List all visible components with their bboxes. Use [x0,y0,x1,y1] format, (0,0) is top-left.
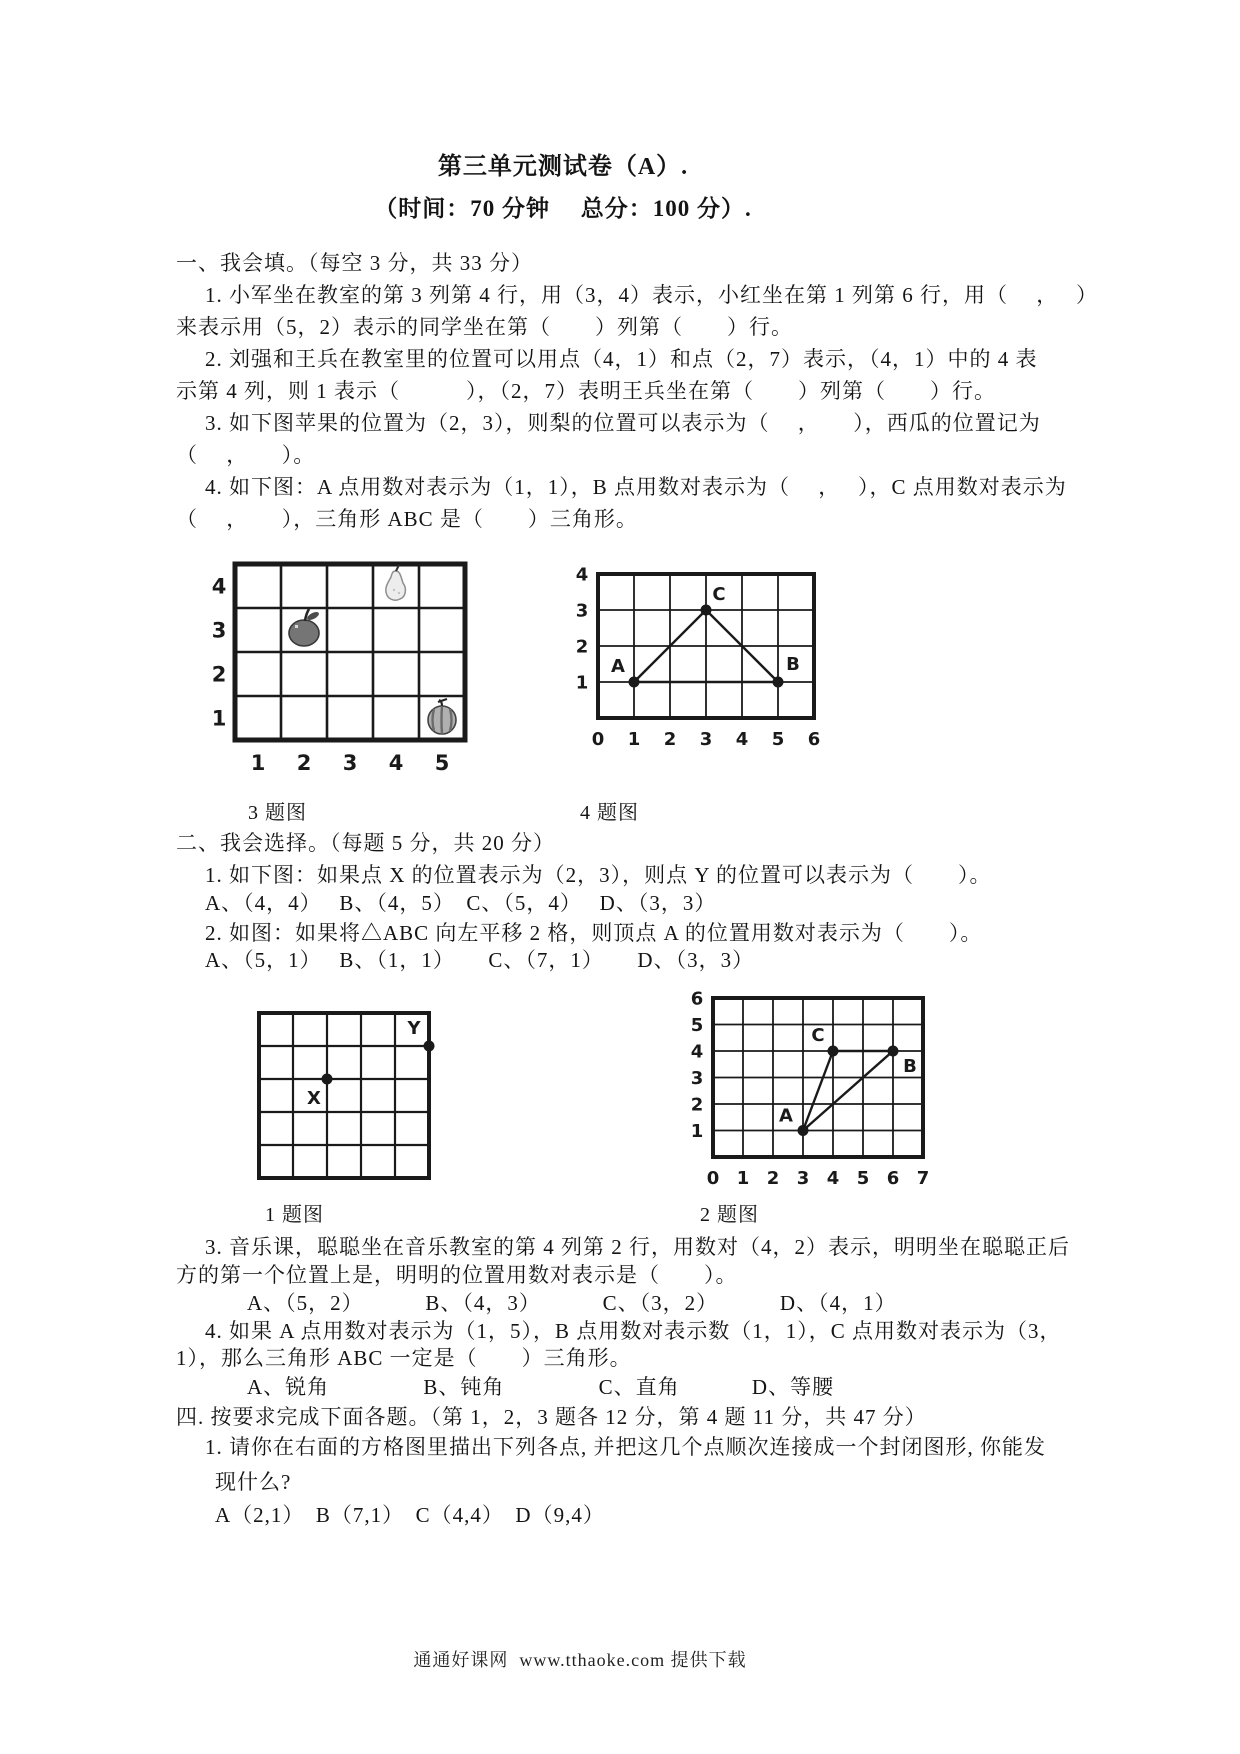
point-label-C: C [811,1025,825,1046]
s2-q1-line: 1. 如下图：如果点 X 的位置表示为（2，3），则点 Y 的位置可以表示为（ ）。 [205,863,992,887]
y-axis-label: 2 [690,1094,704,1116]
y-axis-label: 4 [211,574,227,599]
y-axis-label: 1 [690,1120,704,1142]
s2-q4-line2: 1），那么三角形 ABC 一定是（ ）三角形。 [176,1346,632,1370]
point-label-X: X [307,1088,321,1109]
s1-q2-line2: 示第 4 列，则 1 表示（ ），（2，7）表明王兵坐在第（ ）列第（ ）行。 [176,379,996,403]
x-axis-label: 3 [342,751,358,775]
s2-q3-line1: 3. 音乐课，聪聪坐在音乐教室的第 4 列第 2 行，用数对（4，2）表示，明明坐在聪聪正后 [205,1235,1070,1259]
x-axis-label: 1 [627,729,641,750]
y-axis-label: 5 [690,1014,704,1036]
fig1-svg [247,1001,443,1190]
point-label-B: B [903,1056,917,1077]
s1-q4-line1: 4. 如下图：A 点用数对表示为（1，1），B 点用数对表示为（ ， ），C 点用数对表示为 [205,475,1067,499]
y-axis-label: 2 [211,662,227,687]
s1-q3-line1: 3. 如下图苹果的位置为（2，3），则梨的位置可以表示为（ ， ），西瓜的位置记为 [205,411,1041,435]
x-axis-label: 6 [807,729,821,750]
x-axis-label: 1 [250,751,266,775]
fig3-svg [195,552,479,784]
grid-lines [259,1013,429,1178]
y-axis-label: 1 [575,672,589,694]
figure-q2-caption: 2 题图 [700,1204,759,1226]
s4-q1-line2: 现什么? [215,1470,292,1494]
x-axis-label: 2 [663,729,677,750]
x-axis-label: 1 [736,1168,750,1189]
s2-q3-line2: 方的第一个位置上是，明明的位置用数对表示是（ ）。 [176,1263,738,1287]
grid-lines [598,574,814,718]
point-label-Y: Y [407,1018,421,1039]
y-axis-label: 3 [575,600,589,622]
point-label-A: A [611,656,625,677]
s2-q4-options: A、锐角 B、钝角 C、直角 D、等腰 [247,1375,835,1399]
y-axis-label: 4 [690,1041,704,1063]
section2-heading: 二、我会选择。（每题 5 分，共 20 分） [176,831,555,855]
apple-icon [289,609,320,646]
s2-q2-line: 2. 如图：如果将△ABC 向左平移 2 格，则顶点 A 的位置用数对表示为（ ）。 [205,921,983,945]
point-B [773,677,784,688]
x-axis-label: 3 [699,729,713,750]
figure-q2-triangle-grid [668,984,939,1198]
s1-q2-line1: 2. 刘强和王兵在教室里的位置可以用点（4，1）和点（2，7）表示，（4，1）中的 4 表 [205,347,1038,371]
point-B [888,1046,899,1057]
grid-border [259,1013,429,1178]
x-axis-label: 2 [296,751,312,775]
s1-q1-line1: 1. 小军坐在教室的第 3 列第 4 行，用（3，4）表示，小红坐在第 1 列第 6 行，用（ ， ） [205,283,1098,307]
grid-lines [713,998,923,1157]
s1-q1-line2: 来表示用（5，2）表示的同学坐在第（ ）列第（ ）行。 [176,315,793,339]
y-axis-label: 1 [211,706,227,731]
y-axis-label: 4 [575,564,589,586]
fig2-svg [668,984,939,1193]
point-label-C: C [712,584,726,605]
s2-q2-options: A、（5，1） B、（1，1） C、（7，1） D、（3，3） [205,948,755,972]
figure-q3-fruit-grid [195,552,479,789]
y-axis-label: 6 [690,988,704,1010]
y-axis-label: 2 [575,636,589,658]
y-axis-label: 3 [690,1067,704,1089]
figure-q4-caption: 4 题图 [580,802,639,824]
point-X [322,1074,333,1085]
s4-q1-points: A（2,1） B（7,1） C（4,4） D（9,4） [215,1503,605,1527]
x-axis-label: 0 [591,729,605,750]
x-axis-label: 5 [434,751,450,775]
footer-site-credit: 通通好课网 www.tthaoke.com 提供下载 [413,1650,747,1670]
x-axis-label: 6 [886,1168,900,1189]
point-label-B: B [786,654,800,675]
x-axis-label: 5 [771,729,785,750]
pear-icon [386,565,406,600]
section1-heading: 一、我会填。（每空 3 分，共 33 分） [176,251,533,275]
s4-q1-line1: 1. 请你在右面的方格图里描出下列各点, 并把这几个点顺次连接成一个封闭图形, 你能发 [205,1435,1046,1459]
watermelon-icon [428,699,456,734]
point-C [828,1046,839,1057]
x-axis-label: 3 [796,1168,810,1189]
x-axis-label: 4 [826,1168,840,1189]
point-A [798,1125,809,1136]
segment-A-B [803,1051,893,1131]
figure-q1-caption: 1 题图 [265,1204,324,1226]
x-axis-label: 4 [735,729,749,750]
point-label-A: A [779,1105,793,1127]
fig4-svg [572,560,832,756]
point-C [701,605,712,616]
s2-q3-options: A、（5，2） B、（4，3） C、（3，2） D、（4，1） [247,1291,897,1315]
s2-q1-options: A、（4，4） B、（4，5） C、（5，4） D、（3，3） [205,891,717,915]
x-axis-label: 0 [706,1168,720,1189]
point-A [629,677,640,688]
figure-q3-caption: 3 题图 [248,802,307,824]
section4-heading: 四. 按要求完成下面各题。（第 1，2，3 题各 12 分，第 4 题 11 分，共 47 分） [176,1405,927,1429]
s2-q4-line1: 4. 如果 A 点用数对表示为（1，5），B 点用数对表示数（1，1），C 点用数对表示为（3， [205,1319,1062,1343]
figure-q4-triangle-grid [572,560,832,761]
s1-q3-line2: （ ， ）。 [176,443,316,467]
figure-q1-xy-grid [247,1001,443,1195]
page-title: 第三单元测试卷（A）. [437,154,689,180]
page-subtitle: （时间：70 分钟 总分：100 分）. [374,196,752,221]
s1-q4-line2: （ ， ），三角形 ABC 是（ ）三角形。 [176,507,638,531]
x-axis-label: 5 [856,1168,870,1189]
x-axis-label: 4 [388,751,404,775]
point-Y [424,1041,435,1052]
x-axis-label: 7 [916,1168,930,1189]
x-axis-label: 2 [766,1168,780,1189]
y-axis-label: 3 [211,618,227,643]
